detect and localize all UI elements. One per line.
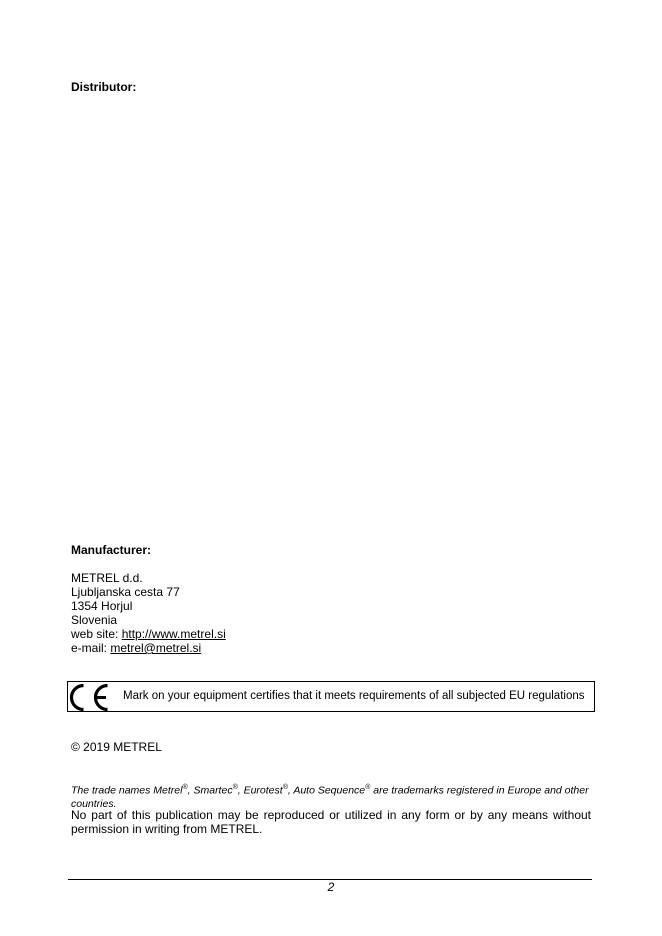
manufacturer-label: Manufacturer: xyxy=(71,543,152,557)
manufacturer-address xyxy=(71,571,226,655)
website-link[interactable]: http://www.metrel.si xyxy=(121,627,226,641)
trademark-text-1: The trade names Metrel xyxy=(71,784,183,797)
email-line xyxy=(71,641,226,655)
trademark-text-2: , Smartec xyxy=(187,784,233,797)
trademark-text-4: , Auto Sequence xyxy=(287,784,366,797)
email-prefix: e-mail: xyxy=(71,641,111,655)
copyright-notice: © 2019 METREL xyxy=(71,740,162,754)
trademark-text-5: are trademarks registered in Europe and other countries. xyxy=(71,784,589,810)
website-line xyxy=(71,627,226,641)
registered-mark: ® xyxy=(282,784,288,791)
ce-notice-text: Mark on your equipment certifies that it meets requirements of all subjected EU regulations xyxy=(123,690,585,702)
page-number: 2 xyxy=(327,880,335,894)
distributor-label: Distributor: xyxy=(71,80,137,94)
registered-mark: ® xyxy=(365,784,371,791)
email-link[interactable]: metrel@metrel.si xyxy=(110,641,202,655)
country: Slovenia xyxy=(71,613,118,627)
registered-mark: ® xyxy=(182,784,188,791)
postal-city: 1354 Horjul xyxy=(71,599,133,613)
rights-notice: No part of this publication may be reproduced or utilized in any form or by any means without permission in writing from METREL. xyxy=(71,808,591,836)
website-prefix: web site: xyxy=(71,627,122,641)
ce-mark-icon xyxy=(68,683,112,712)
street-address: Ljubljanska cesta 77 xyxy=(71,585,180,599)
trademark-text-3: , Eurotest xyxy=(237,784,283,797)
ce-notice-box xyxy=(67,681,595,712)
company-name: METREL d.d. xyxy=(71,571,143,585)
registered-mark: ® xyxy=(232,784,238,791)
trademark-notice xyxy=(71,781,591,811)
